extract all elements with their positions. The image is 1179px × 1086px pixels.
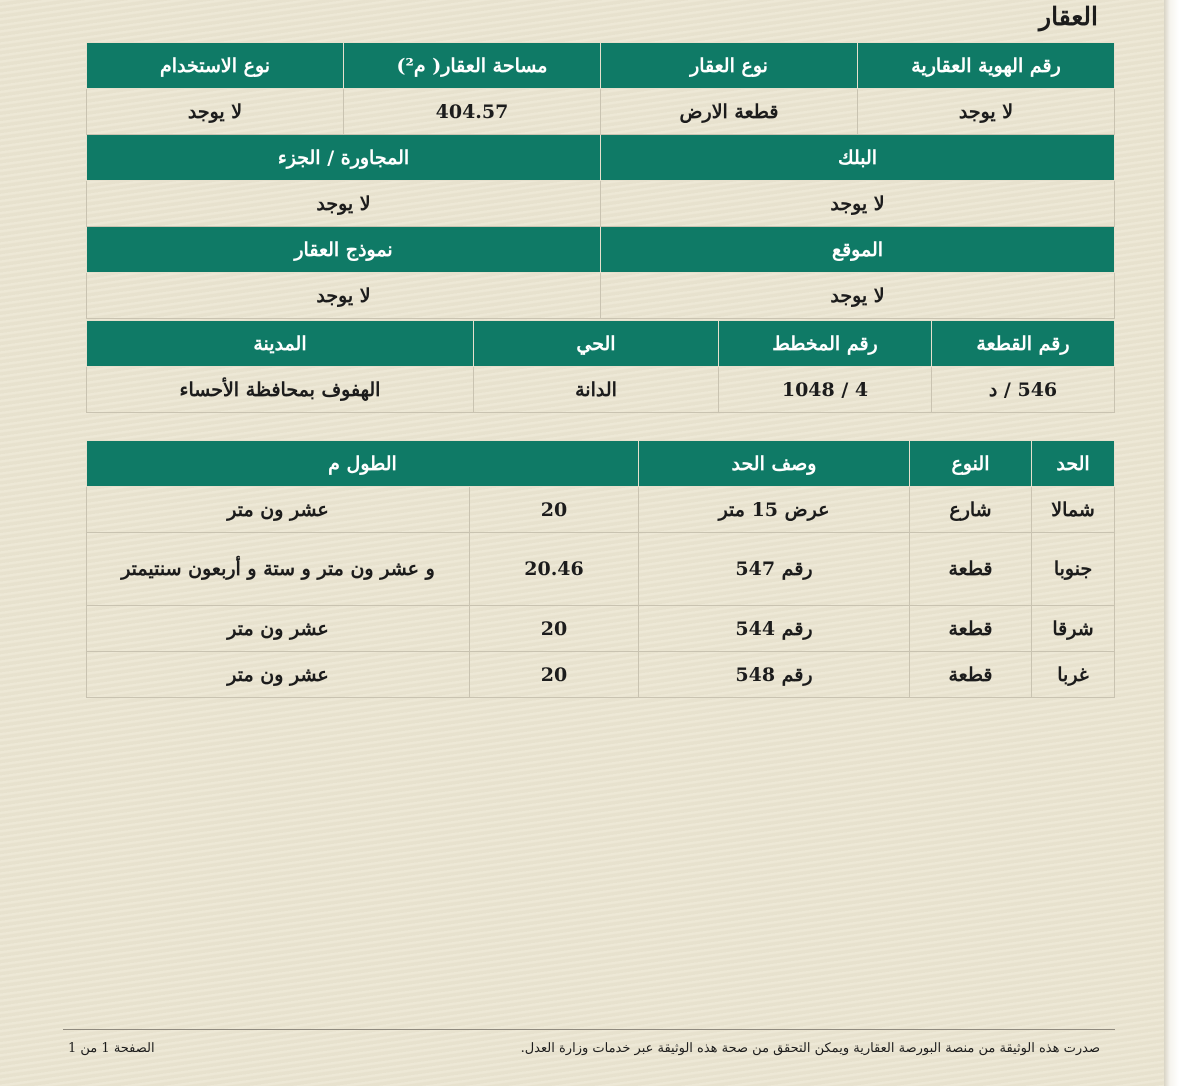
property-table: [86, 42, 1115, 319]
boundaries-table: [86, 440, 1115, 698]
value-block: لا يوجد: [601, 181, 1115, 227]
value-city: الهفوف بمحافظة الأحساء: [87, 367, 474, 413]
value-location: لا يوجد: [601, 273, 1115, 319]
table-header-row: [87, 43, 1115, 89]
boundary-type: قطعة: [910, 606, 1032, 652]
boundary-length: 20: [470, 487, 639, 533]
header-block: البلك: [601, 135, 1115, 181]
header-district: الحي: [474, 321, 719, 367]
table-row: [87, 273, 1115, 319]
boundary-length: 20: [470, 652, 639, 698]
value-property-area: 404.57: [344, 89, 601, 135]
header-usage-type: نوع الاستخدام: [87, 43, 344, 89]
header-plot-number: رقم القطعة: [932, 321, 1115, 367]
header-city: المدينة: [87, 321, 474, 367]
page-number: الصفحة 1 من 1: [68, 1041, 155, 1056]
boundary-length-words: عشر ون متر: [87, 487, 470, 533]
header-property-model: نموذج العقار: [87, 227, 601, 273]
boundary-type: شارع: [910, 487, 1032, 533]
boundary-description: رقم 547: [639, 533, 910, 606]
header-boundary: الحد: [1032, 441, 1115, 487]
boundary-side: شرقا: [1032, 606, 1115, 652]
table-row: [87, 181, 1115, 227]
boundary-type: قطعة: [910, 652, 1032, 698]
section-title: العقار: [1039, 2, 1098, 31]
header-property-id: رقم الهوية العقارية: [858, 43, 1115, 89]
table-header-row: [87, 441, 1115, 487]
header-property-type: نوع العقار: [601, 43, 858, 89]
header-length: الطول م: [87, 441, 639, 487]
page-edge: [1164, 0, 1179, 1086]
table-row: [87, 533, 1115, 606]
header-property-area: مساحة العقار( م²): [344, 43, 601, 89]
table-header-row: [87, 135, 1115, 181]
plot-table: [86, 320, 1115, 413]
table-row: [87, 89, 1115, 135]
boundary-length: 20: [470, 606, 639, 652]
table-row: [87, 652, 1115, 698]
value-property-model: لا يوجد: [87, 273, 601, 319]
table-row: [87, 367, 1115, 413]
header-neighborhood-part: المجاورة / الجزء: [87, 135, 601, 181]
table-header-row: [87, 321, 1115, 367]
value-usage-type: لا يوجد: [87, 89, 344, 135]
boundary-length-words: عشر ون متر: [87, 652, 470, 698]
boundary-description: رقم 548: [639, 652, 910, 698]
boundary-length-words: و عشر ون متر و ستة و أربعون سنتيمتر: [87, 533, 470, 606]
boundary-description: رقم 544: [639, 606, 910, 652]
header-boundary-type: النوع: [910, 441, 1032, 487]
value-plot-number: 546 / د: [932, 367, 1115, 413]
header-boundary-description: وصف الحد: [639, 441, 910, 487]
boundary-side: غربا: [1032, 652, 1115, 698]
boundary-side: شمالا: [1032, 487, 1115, 533]
boundary-length-words: عشر ون متر: [87, 606, 470, 652]
boundary-side: جنوبا: [1032, 533, 1115, 606]
table-row: [87, 487, 1115, 533]
value-plan-number: 4 / 1048: [719, 367, 932, 413]
boundary-description: عرض 15 متر: [639, 487, 910, 533]
boundary-length: 20.46: [470, 533, 639, 606]
value-district: الدانة: [474, 367, 719, 413]
footer-note: صدرت هذه الوثيقة من منصة البورصة العقارية ويمكن التحقق من صحة هذه الوثيقة عبر خدمات وزارة العدل.: [520, 1041, 1100, 1056]
table-row: [87, 606, 1115, 652]
boundary-type: قطعة: [910, 533, 1032, 606]
footer-divider: [63, 1029, 1115, 1030]
table-header-row: [87, 227, 1115, 273]
header-plan-number: رقم المخطط: [719, 321, 932, 367]
header-location: الموقع: [601, 227, 1115, 273]
value-property-id: لا يوجد: [858, 89, 1115, 135]
value-neighborhood-part: لا يوجد: [87, 181, 601, 227]
value-property-type: قطعة الارض: [601, 89, 858, 135]
